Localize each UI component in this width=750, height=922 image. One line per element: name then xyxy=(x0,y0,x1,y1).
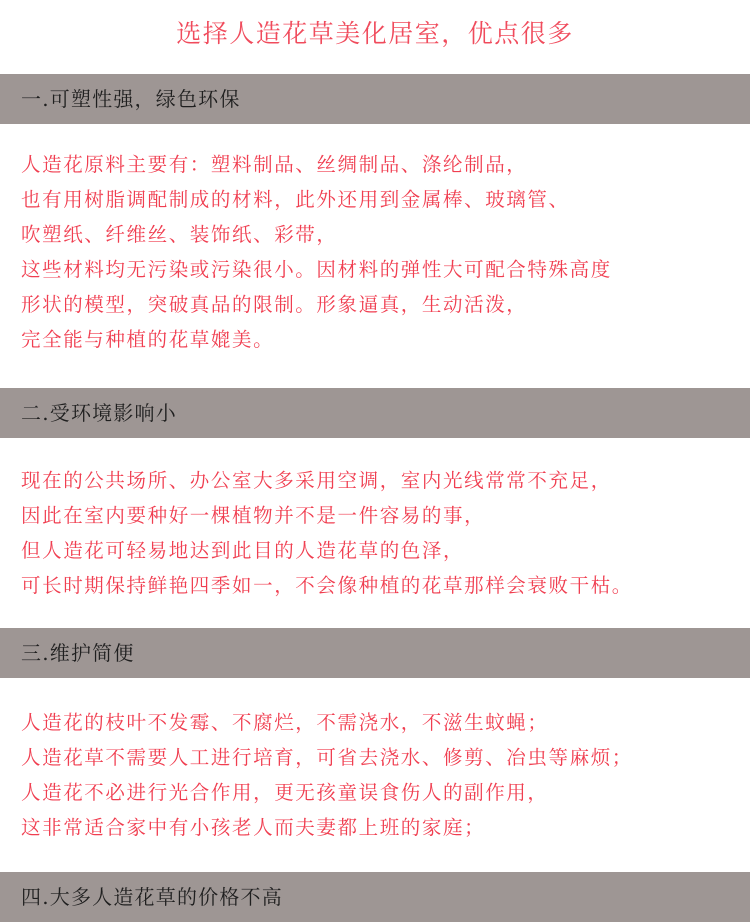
body-line: 人造花原料主要有：塑料制品、丝绸制品、涤纶制品， xyxy=(21,153,528,176)
body-line: 人造花不必进行光合作用，更无孩童误食伤人的副作用， xyxy=(21,781,549,804)
section-heading-2: 二.受环境影响小 xyxy=(21,401,177,425)
body-line: 人造花草不需要人工进行培育，可省去浇水、修剪、冶虫等麻烦； xyxy=(21,746,633,769)
section-heading-4: 四.大多人造花草的价格不高 xyxy=(21,885,283,909)
section-heading-bar-2 xyxy=(0,388,750,438)
body-line: 也有用树脂调配制成的材料，此外还用到金属棒、玻璃管、 xyxy=(21,188,570,211)
body-line: 完全能与种植的花草媲美。 xyxy=(21,328,275,351)
body-line: 人造花的枝叶不发霉、不腐烂，不需浇水，不滋生蚊蝇； xyxy=(21,711,549,734)
body-line: 这些材料均无污染或污染很小。因材料的弹性大可配合特殊高度 xyxy=(21,258,612,281)
body-line: 吹塑纸、纤维丝、装饰纸、彩带， xyxy=(21,223,338,246)
section-heading-bar-1 xyxy=(0,74,750,124)
body-line: 因此在室内要种好一棵植物并不是一件容易的事， xyxy=(21,504,486,527)
body-line: 但人造花可轻易地达到此目的人造花草的色泽， xyxy=(21,539,465,562)
section-body-2 xyxy=(21,463,745,603)
section-heading-1: 一.可塑性强，绿色环保 xyxy=(21,87,241,111)
body-line: 现在的公共场所、办公室大多采用空调，室内光线常常不充足， xyxy=(21,469,612,492)
body-line: 形状的模型，突破真品的限制。形象逼真，生动活泼， xyxy=(21,293,528,316)
body-line: 可长时期保持鲜艳四季如一，不会像种植的花草那样会衰败干枯。 xyxy=(21,574,633,597)
section-heading-bar-4 xyxy=(0,872,750,922)
section-body-3 xyxy=(21,705,745,845)
section-heading-bar-3 xyxy=(0,628,750,678)
body-line: 这非常适合家中有小孩老人而夫妻都上班的家庭； xyxy=(21,816,486,839)
section-heading-3: 三.维护简便 xyxy=(21,641,135,665)
section-body-1 xyxy=(21,147,745,357)
page-title: 选择人造花草美化居室，优点很多 xyxy=(176,19,574,48)
